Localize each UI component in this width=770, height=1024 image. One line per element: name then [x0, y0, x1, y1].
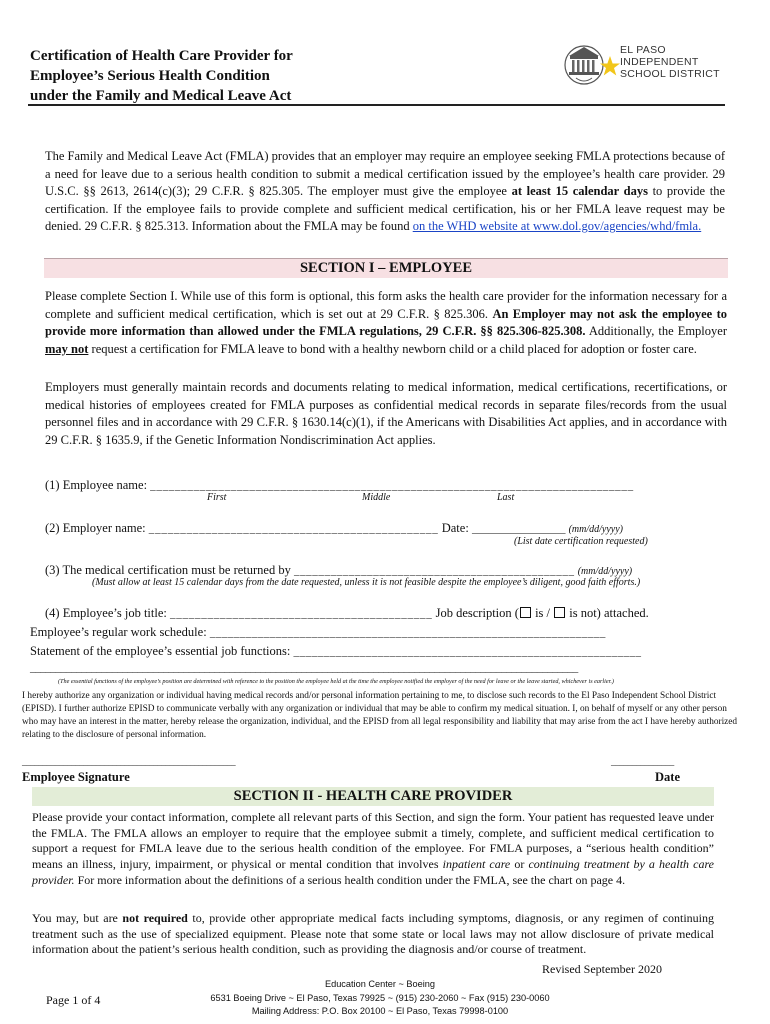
essential-functions-field[interactable]: __________________________________________________________ [293, 646, 642, 658]
employer-name-label: (2) Employer name: [45, 521, 146, 535]
essential-functions-extra-line[interactable]: ___________________________________________________________________________________________________________ [30, 662, 578, 674]
employee-signature-label: Employee Signature [22, 770, 130, 784]
work-schedule-field[interactable]: __________________________________________________________________ [209, 627, 606, 639]
district-logo [562, 38, 722, 94]
return-by-field[interactable]: ______________________________________________ [293, 565, 575, 577]
district-name: EL PASO INDEPENDENT SCHOOL DISTRICT [620, 44, 720, 80]
page-number: Page 1 of 4 [46, 993, 101, 1007]
job-description-is-label: is / [535, 606, 550, 620]
job-title-row [45, 605, 649, 622]
authorization-statement: I hereby authorize any organization or individual having medical records and/or personal information pertaining to me, to disclose such records to the El Paso Independent School District (EPISD). I further authorize EPISD to communicate verbally with any organization or individual that may be able to confirm my medical situation. I, on behalf of myself or any other person who may have an interest in the matter, hereby release the organization, individual, and the EPISD from all legal responsibility and liability that may arise from the act I have hereby authorized relating to the disclosure of personal information. [22, 691, 738, 740]
request-date-note: (List date certification requested) [514, 536, 648, 547]
job-description-is-not-checkbox[interactable] [554, 607, 565, 618]
request-date-format: (mm/dd/yyyy) [568, 524, 623, 535]
request-date-field[interactable]: _________________ [471, 523, 566, 535]
title-line-1: Certification of Health Care Provider for [30, 48, 293, 64]
job-title-field[interactable]: __________________________________________ [169, 608, 433, 620]
job-description-is-not-label: is not) attached. [569, 606, 649, 620]
footer-address: Education Center ~ Boeing 6531 Boeing Drive ~ El Paso, Texas 79925 ~ (915) 230-2060 ~ Fax (915) 230-0060 Mailing Address: P.O. Box 20100 ~ El Paso, Texas 79998-0100 [210, 979, 550, 1016]
section-2-paragraph-2: You may, but are not required to, provide other appropriate medical facts including symptoms, diagnosis, or any regimen of continuing treatment such as the use of specialized equipment. Please note that some state or local laws may not allow disclosure of private medical information about the patient’s serious health condition, such as providing the diagnosis and/or course of treatment. [32, 911, 715, 957]
employee-name-row [45, 477, 634, 494]
job-description-label: Job description ( [435, 606, 519, 620]
return-by-label: (3) The medical certification must be returned by [45, 563, 291, 577]
signature-date-field[interactable]: _______________ [611, 757, 675, 767]
intro-paragraph: The Family and Medical Leave Act (FMLA) provides that an employer may require an employee seeking FMLA protections because of a need for leave due to a serious health condition to submit a medical certification issued by the employee’s health care provider. 29 U.S.C. §§ 2613, 2614(c)(3); 29 C.F.R. § 825.305. The employer must give the employee at least 15 calendar days to provide the certification. If the employee fails to provide complete and sufficient medical certification, his or her FMLA leave request may be denied. 29 C.F.R. § 825.313. Information about the FMLA may be found on the WHD website at www.dol.gov/agencies/whd/fmla. [45, 149, 726, 233]
document-title [30, 46, 450, 106]
first-name-hint: First [207, 492, 227, 503]
employee-name-field[interactable]: ______________________________________________________________________________ [150, 480, 634, 492]
employer-name-field[interactable]: ______________________________________________ [148, 523, 439, 535]
essential-functions-row [30, 643, 641, 660]
header-divider [28, 104, 725, 106]
return-by-format: (mm/dd/yyyy) [577, 566, 633, 577]
request-date-label: Date: [441, 521, 469, 535]
revision-date: Revised September 2020 [542, 962, 662, 976]
employee-name-label: (1) Employee name: [45, 478, 148, 492]
essential-functions-label: Statement of the employee’s essential job functions: [30, 644, 291, 658]
section-1-heading: SECTION I – EMPLOYEE [44, 258, 728, 278]
whd-website-link[interactable]: on the WHD website at www.dol.gov/agencies/whd/fmla. [412, 219, 702, 233]
section-1-paragraph-2: Employers must generally maintain records and documents relating to medical information, medical certifications, recertifications, or medical histories of employees created for FMLA purposes as confidential medical records in separate files/records from the usual personnel files and in accordance with 29 C.F.R. § 1630.14(c)(1), if the Americans with Disabilities Act applies, and in accordance with 29 C.F.R. § 1635.9, if the Genetic Information Nondiscrimination Act applies. [45, 380, 727, 447]
school-building-star-logo-icon [562, 38, 620, 94]
section-2-paragraph-1: Please provide your contact information, complete all relevant parts of this Section, and sign the form. Your patient has requested leave under the FMLA. The FMLA allows an employer to require that the employee submit a timely, complete, and sufficient medical certification to support a request for FMLA leave due to the serious health condition of the employee. For FMLA purposes, a “serious health condition” means an illness, injury, impairment, or physical or mental condition that involves inpatient care or continuing treatment by a health care provider. For more information about the definitions of a serious health condition under the FMLA, see the chart on page 4. [32, 810, 714, 887]
section-2-heading: SECTION II - HEALTH CARE PROVIDER [32, 787, 714, 806]
work-schedule-label: Employee’s regular work schedule: [30, 625, 207, 639]
essential-functions-note: (The essential functions of the employee’s position are determined with reference to the position the employee held at the time the employee notified the employer of the need for leave or the leave started, whichever is earlier.) [58, 678, 614, 685]
last-name-hint: Last [497, 492, 515, 503]
work-schedule-row [30, 624, 606, 641]
job-title-label: (4) Employee’s job title: [45, 606, 167, 620]
title-line-3: under the Family and Medical Leave Act [30, 88, 292, 104]
return-by-note: (Must allow at least 15 calendar days from the date requested, unless it is not feasible despite the employee’s diligent, good faith efforts.) [92, 577, 641, 588]
middle-name-hint: Middle [362, 492, 391, 503]
employee-signature-field[interactable]: ____________________________________________________ [22, 757, 236, 767]
title-line-2: Employee’s Serious Health Condition [30, 68, 270, 84]
signature-date-label: Date [655, 770, 680, 784]
job-description-is-checkbox[interactable] [520, 607, 531, 618]
section-1-paragraph-1: Please complete Section I. While use of this form is optional, this form asks the health care provider for the information necessary for a complete and sufficient medical certification, which is set out at 29 C.F.R. § 825.306. An Employer may not ask the employee to provide more information than allowed under the FMLA regulations, 29 C.F.R. §§ 825.306-825.308. Additionally, the Employer may not request a certification for FMLA leave to bond with a healthy newborn child or a child placed for adoption or foster care. [45, 289, 727, 356]
